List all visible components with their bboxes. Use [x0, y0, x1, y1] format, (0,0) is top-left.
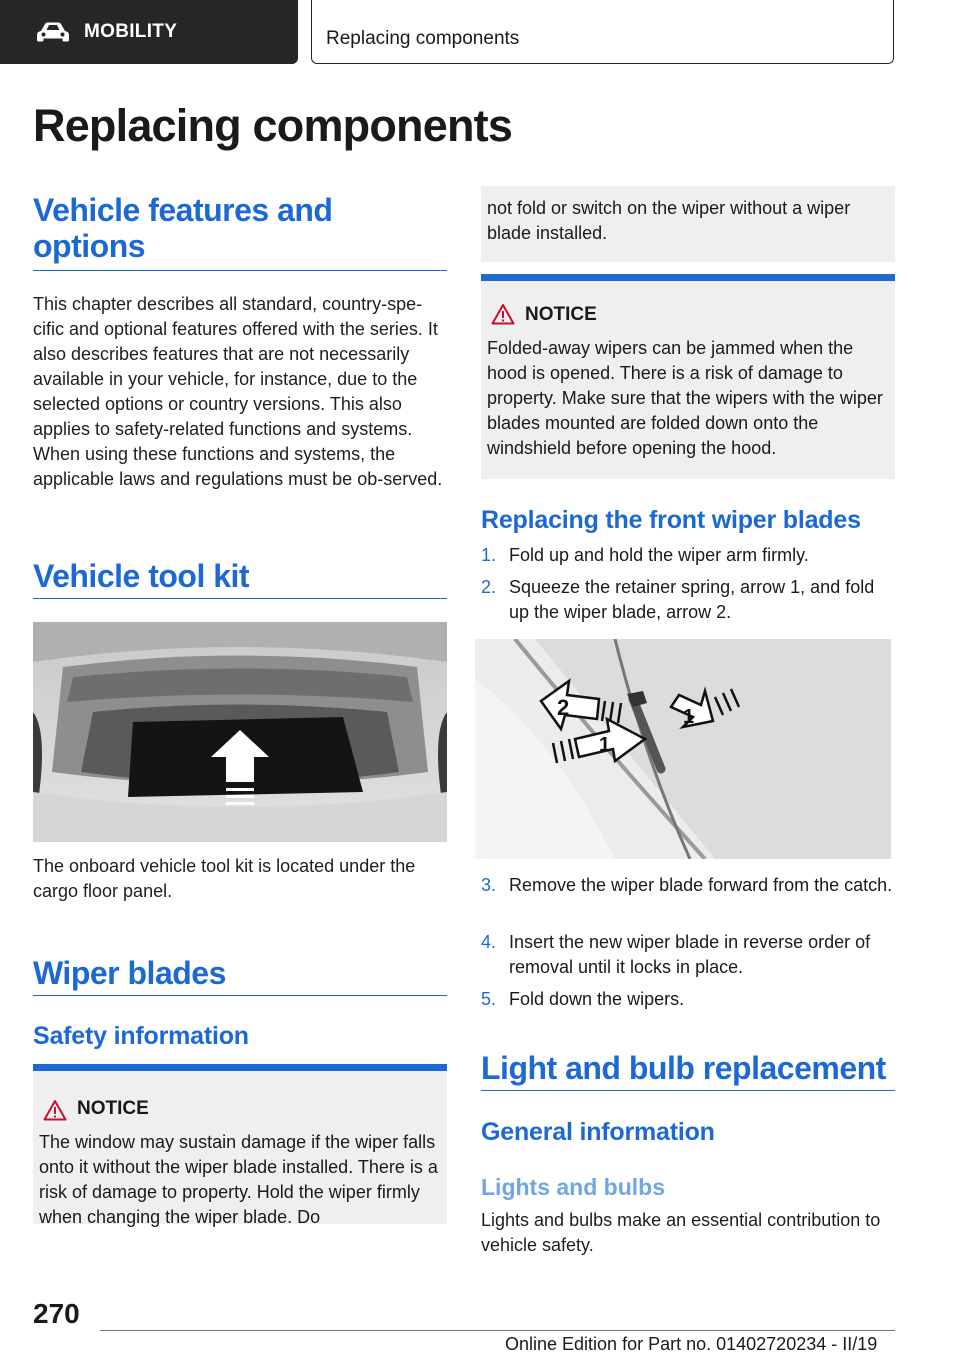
breadcrumb[interactable]: Replacing components — [311, 0, 894, 64]
heading-wiper-blades: Wiper blades — [33, 955, 447, 996]
step-number: 2. — [481, 577, 497, 597]
heading-replacing-front-wiper-blades: Replacing the front wiper blades — [481, 506, 861, 534]
page-number: 270 — [33, 1298, 80, 1329]
notice-label: NOTICE — [77, 1098, 149, 1119]
step-text: Fold down the wipers. — [509, 989, 685, 1009]
arrow-label: 2 — [557, 695, 570, 720]
footer-text: Online Edition for Part no. 01402720234 - II/19 — [505, 1334, 878, 1354]
notice-box — [481, 274, 895, 479]
lights-paragraph: Lights and bulbs make an essential contribution to vehicle safety. — [481, 1210, 881, 1255]
features-paragraph: This chapter describes all standard, country-spe-cific and optional features offered with the series. It also describes features that are not necessarily available in your vehicle, for instance, due to the selected options or country versions. This also applies to safety-related functions and systems. When using these functions and systems, the applicable laws and regulations must be ob-served. — [33, 294, 443, 489]
heading-light-bulb-replacement: Light and bulb replacement — [481, 1050, 895, 1091]
trunk-tool-kit-image — [33, 622, 447, 842]
wiper-blade-diagram — [475, 639, 891, 859]
top-header — [0, 0, 960, 66]
heading-lights-and-bulbs: Lights and bulbs — [481, 1174, 665, 1200]
warning-icon — [43, 1099, 67, 1121]
arrow-label: 1 — [683, 706, 695, 728]
step-text: Fold up and hold the wiper arm firmly. — [509, 545, 809, 565]
heading-tool-kit: Vehicle tool kit — [33, 558, 447, 599]
step-text: Squeeze the retainer spring, arrow 1, and fold up the wiper blade, arrow 2. — [509, 577, 875, 622]
step-number: 5. — [481, 989, 497, 1009]
step-number: 1. — [481, 545, 497, 565]
page-title: Replacing components — [33, 100, 513, 151]
heading-safety-information: Safety information — [33, 1022, 249, 1050]
notice-box — [33, 1064, 447, 1227]
step-number: 3. — [481, 875, 497, 895]
heading-vehicle-features: Vehicle features and options — [33, 192, 447, 271]
section-tab[interactable] — [0, 0, 298, 64]
notice-box-continued — [481, 186, 895, 262]
step-text: Remove the wiper blade forward from the catch. — [509, 875, 893, 895]
notice-text: Folded-away wipers can be jammed when the hood is opened. There is a risk of damage to property. Make sure that the wipers with the wiper blades mounted are folded down onto the windshield before opening the hood. — [487, 338, 883, 458]
car-icon — [36, 21, 70, 43]
notice-text-continued: not fold or switch on the wiper without a wiper blade installed. — [487, 198, 851, 243]
footer-divider — [100, 1330, 895, 1331]
tool-kit-paragraph: The onboard vehicle tool kit is located under the cargo floor panel. — [33, 856, 416, 901]
step-number: 4. — [481, 932, 497, 952]
notice-text: The window may sustain damage if the wiper falls onto it without the wiper blade installed. There is a risk of damage to property. Hold the wiper firmly when changing the wiper blade. Do — [39, 1132, 438, 1227]
notice-label: NOTICE — [525, 304, 597, 325]
warning-icon — [491, 303, 515, 325]
section-label: MOBILITY — [84, 21, 178, 42]
heading-general-information: General information — [481, 1118, 715, 1146]
step-text: Insert the new wiper blade in reverse order of removal until it locks in place. — [509, 932, 871, 977]
arrow-label: 1 — [599, 734, 611, 756]
